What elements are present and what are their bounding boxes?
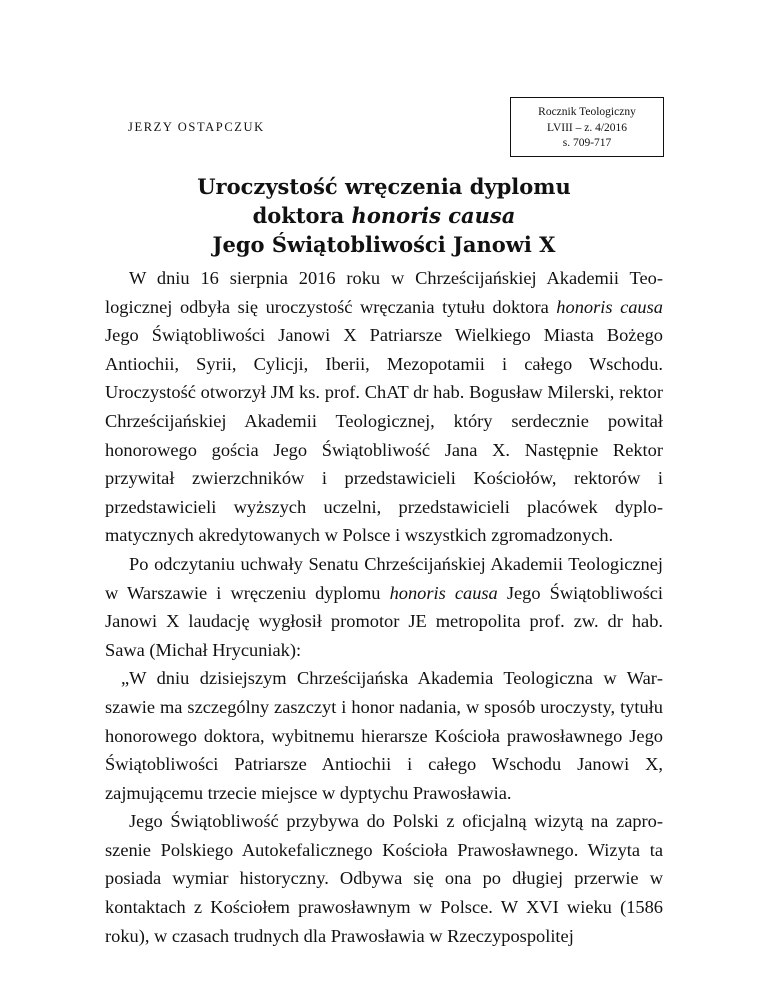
title-line-2 xyxy=(0,201,768,230)
paragraph-2 xyxy=(105,550,663,664)
paragraph-1 xyxy=(105,264,663,550)
journal-pages: s. 709-717 xyxy=(562,137,612,149)
paragraph-4: Jego Świątobliwość przybywa do Polski z oficjalną wizytą na zaproszenie Polskiego Autokefalicznego Kościoła Prawosławnego. Wizyta ta posiada wymiar historyczny. Odbywa się ona po długiej przerwie w kontaktach z Kościołem prawosławnym w Polsce. W XVI wieku (1586 roku), w czasach trudnych dla Prawosławia w Rzeczypospolitej xyxy=(105,811,663,946)
journal-name: Rocznik Teologiczny xyxy=(538,106,636,118)
journal-volume: LVIII – z. 4/2016 xyxy=(546,121,628,134)
paragraph-1-text-b: Jego Świątobliwości Janowi X Patriarsze Wielkiego Miasta Bożego Antiochii, Syrii, Cylicji, Iberii, Mezopotamii i całego Wschodu. Uroczystość otworzył JM ks. prof. ChAT dr hab. Bogusław Milerski, rektor Chrześcijańskiej Akademii Teologicznej, który serdecznie powitał honorowego gościa Jego Świątobliwość Jana X. Następnie Rektor przywitał zwierzchników i przedstawicieli Kościołów, rektorów i przedstawicieli wyższych uczelni, przedstawicieli placówek dyplomatycznych akredytowanych w Polsce i wszystkich zgromadzonych. xyxy=(105,325,663,546)
paragraph-2-text-a: Po odczytaniu uchwały Senatu Chrześcijańskiej Akademii Teologicznej w Warszawie i wręczeniu dyplomu xyxy=(105,553,663,603)
title-line-2-italic: honoris causa xyxy=(351,203,516,228)
paragraph-2-italic: honoris causa xyxy=(389,582,498,603)
article-title xyxy=(0,172,768,259)
journal-citation-box xyxy=(510,97,664,157)
paragraph-3: „W dniu dzisiejszym Chrześcijańska Akademia Teologiczna w Warszawie ma szczególny zaszczyt i honor nadania, w sposób uroczysty, tytułu honorowego doktora, wybitnemu hierarsze Kościoła prawosławnego Jego Świątobliwości Patriarsze Antiochii i całego Wschodu Janowi X, zajmującemu trzecie miejsce w dyptychu Prawosławia. xyxy=(105,668,663,803)
title-line-3: Jego Świątobliwości Janowi X xyxy=(212,232,556,257)
paragraph-1-text-a: W dniu 16 sierpnia 2016 roku w Chrześcijańskiej Akademii Teologicznej odbyła się uroczystość wręczania tytułu doktora xyxy=(105,268,663,317)
title-line-1: Uroczystość wręczenia dyplomu xyxy=(197,174,571,199)
article-body xyxy=(105,264,663,950)
paragraph-1-italic: honoris causa xyxy=(556,296,663,317)
title-line-2-text: doktora xyxy=(252,203,352,228)
paragraph-2-text-b: Jego Świątobliwości Janowi X laudację wygłosił promotor JE metropolita prof. zw. dr hab. Sawa (Michał Hrycuniak): xyxy=(105,582,664,660)
author-name: JERZY OSTAPCZUK xyxy=(128,120,265,134)
